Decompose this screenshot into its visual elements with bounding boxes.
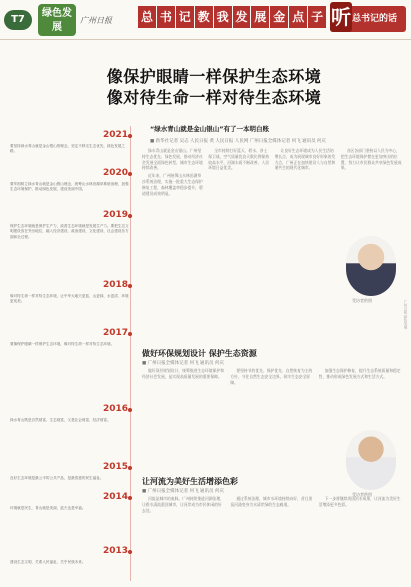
timeline-text: 保护生态环境就是保护生产力，改善生态环境就是发展生产力。要把生态文明建设放在突出地位，融入经济建设、政治建设、文化建设、社会建设各方面和全过程。 bbox=[10, 224, 129, 239]
paragraph: 下一步将继续巩固治水成果，让河流为美好生活增添更多色彩。 bbox=[318, 496, 401, 507]
paragraph: 通过系统治理，城市水环境持续向好，昔日黑臭河涌变身为水清岸绿的生态廊道。 bbox=[230, 496, 313, 507]
timeline-text: 像对待生命一样对待生态环境，让中华大地天更蓝、山更绿、水更清、环境更优美。 bbox=[10, 294, 129, 304]
banner-char: 教 bbox=[195, 6, 213, 28]
text-column bbox=[275, 148, 336, 338]
text-column bbox=[208, 148, 269, 338]
banner-char: 记 bbox=[176, 6, 194, 28]
timeline-year: 2015 bbox=[102, 462, 128, 472]
banner-char: 总 bbox=[138, 6, 156, 28]
article-subtitle: “绿水青山就是金山银山”有了一本明白账 bbox=[150, 125, 270, 133]
text-column bbox=[142, 148, 203, 338]
text-column bbox=[230, 496, 313, 582]
timeline-dot bbox=[128, 550, 132, 554]
headline-line-2: 像对待生命一样对待生态环境 bbox=[106, 88, 322, 107]
article-body bbox=[142, 496, 402, 582]
timeline-year: 2017 bbox=[102, 328, 128, 338]
text-column bbox=[142, 368, 225, 468]
paragraph: 绿水青山就是金山银山。广州坚持生态优先、绿色发展，推动经济社会发展全面绿色转型，城市生态环境持续改善。 bbox=[142, 148, 203, 171]
article-credit: ■ 新华社记者 吴志 人民日报 黄 人民日报 人民网 广州日报全媒体记者 何飞 通讯员 何庆 bbox=[150, 139, 327, 144]
banner-char: 展 bbox=[251, 6, 269, 28]
timeline-text: 环境就是民生，青山就是美丽，蓝天也是幸福。 bbox=[10, 506, 86, 510]
timeline-line bbox=[130, 126, 131, 581]
timeline-year: 2020 bbox=[102, 168, 128, 178]
banner-char: 书 bbox=[157, 6, 175, 28]
banner-char: 金 bbox=[270, 6, 288, 28]
text-column bbox=[142, 496, 225, 582]
timeline-year: 2018 bbox=[102, 280, 128, 290]
paragraph: 河流是城市的血脉。广州持续推进河湖治理，让碧水清流重回城市，让河岸成为市民休闲的好去处。 bbox=[142, 496, 224, 513]
paragraph: 近年来，广州统筹山水林田湖草沙系统治理，实施一批重大生态保护修复工程，森林覆盖率稳步提升，碧道建设成效明显。 bbox=[142, 173, 203, 196]
timeline-text: 绿水青山既是自然财富、生态财富，又是社会财富、经济财富。 bbox=[10, 418, 111, 422]
timeline-year: 2014 bbox=[102, 492, 128, 502]
text-column bbox=[230, 368, 313, 468]
banner-char: 发 bbox=[233, 6, 251, 28]
timeline-dot bbox=[128, 172, 132, 176]
banner-char: 我 bbox=[214, 6, 232, 28]
column-banner bbox=[138, 6, 326, 28]
timeline-text: 建设生态文明，关系人民福祉，关乎民族未来。 bbox=[10, 560, 86, 564]
side-margin-note: 广州日报 绿色发展 bbox=[404, 300, 408, 330]
section-logo: 绿色发展 bbox=[38, 4, 76, 36]
text-column bbox=[319, 496, 402, 582]
timeline bbox=[8, 126, 132, 586]
timeline-text: 要像保护眼睛一样保护生态环境，像对待生命一样对待生态环境。 bbox=[10, 342, 115, 346]
timeline-dot bbox=[128, 134, 132, 138]
timeline-year: 2016 bbox=[102, 404, 128, 414]
timeline-text: 要坚持绿水青山就是金山银山的理念，坚定不移走生态优先、绿色发展之路。 bbox=[10, 144, 125, 154]
interviewee-photo bbox=[346, 430, 396, 490]
paragraph: 让良好生态环境成为人民生活的增长点、成为展现城市良好形象的发力点，广州正在加快建设人与自然和谐共生的现代化城市。 bbox=[274, 148, 336, 171]
newspaper-name: 广州日报 bbox=[80, 16, 112, 25]
timeline-year: 2021 bbox=[102, 130, 128, 140]
photo-caption: 受访者供图 bbox=[352, 298, 372, 303]
timeline-dot bbox=[128, 214, 132, 218]
sticker-char: 听 bbox=[330, 2, 352, 32]
timeline-text: 良好生态环境是最公平的公共产品，是最普惠的民生福祉。 bbox=[10, 476, 104, 480]
banner-char: 子 bbox=[308, 6, 326, 28]
timeline-dot bbox=[128, 332, 132, 336]
article-title: 做好环保规划设计 保护生态资源 bbox=[142, 349, 257, 358]
interviewee-photo bbox=[346, 236, 396, 296]
headline-line-1: 像保护眼睛一样保护生态环境 bbox=[106, 67, 322, 86]
timeline-dot bbox=[128, 408, 132, 412]
page-number-badge: T7 bbox=[4, 10, 32, 30]
paragraph: 做好顶层规划设计，统筹推进生态环境保护和经济社会发展，是实现高质量发展的重要保障。 bbox=[142, 368, 224, 379]
paragraph: 要坚持节约优先、保护优先、自然恢复为主的方针，守住自然生态安全边界，筑牢生态安全屏障。 bbox=[230, 368, 313, 385]
photo-caption: 受访者供图 bbox=[352, 492, 372, 497]
timeline-dot bbox=[128, 466, 132, 470]
timeline-dot bbox=[128, 496, 132, 500]
paragraph: 全市持续打好蓝天、碧水、净土保卫战，空气质量优良天数比例保持较高水平，河湖水质不断改善，人居环境日益优美。 bbox=[208, 148, 269, 171]
banner-char: 点 bbox=[289, 6, 307, 28]
paragraph: 加强生态保护修复，提升生态系统质量和稳定性，推动形成绿色发展方式和生活方式。 bbox=[318, 368, 401, 379]
article-credit: ■ 广州日报全媒体记者 何飞 通讯员 何庆 bbox=[142, 361, 224, 366]
timeline-text: 要牢固树立绿水青山就是金山银山理念，统筹山水林田湖草系统治理，加强生态环境保护，推动绿色发展，建设美丽中国。 bbox=[10, 182, 129, 192]
timeline-dot bbox=[128, 284, 132, 288]
timeline-year: 2013 bbox=[102, 546, 128, 556]
article-credit: ■ 广州日报全媒体记者 何飞 通讯员 何庆 bbox=[142, 489, 224, 494]
timeline-year: 2019 bbox=[102, 210, 128, 220]
column-sticker: 总书记的话 bbox=[330, 6, 406, 32]
main-headline bbox=[64, 66, 364, 108]
article-title: 让河流为美好生活增添色彩 bbox=[142, 477, 238, 486]
paragraph: 各区各部门坚持以人民为中心，把生态环境保护摆在更加突出的位置，努力让市民群众共享绿色发展成果。 bbox=[340, 148, 402, 171]
